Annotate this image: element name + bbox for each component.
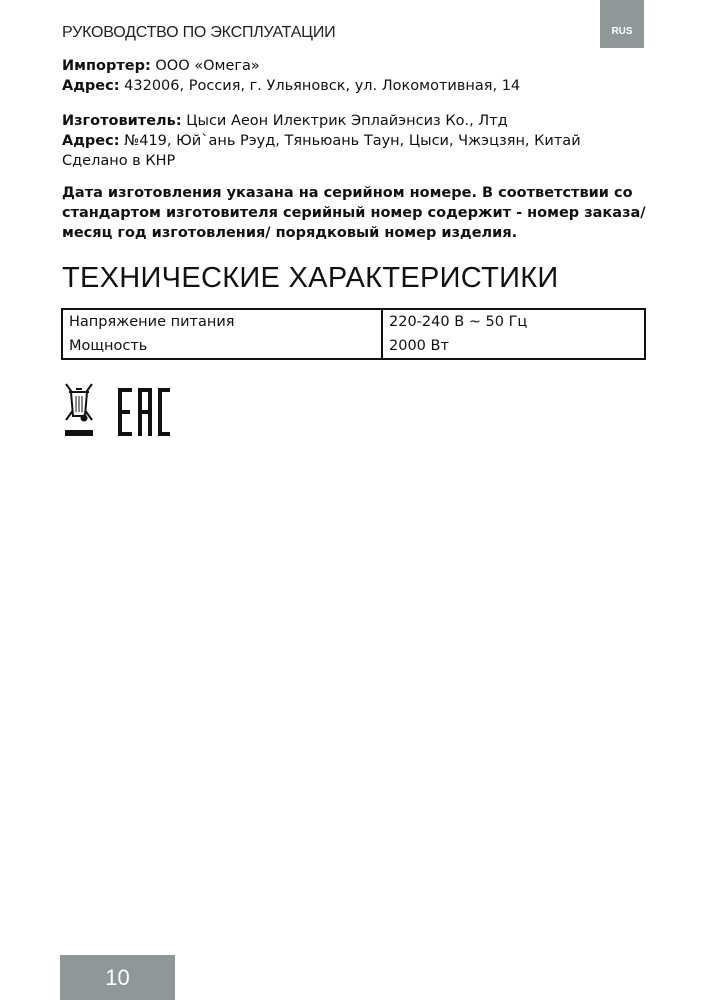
marks-svg (60, 380, 175, 440)
certification-marks (60, 380, 175, 444)
language-tab: RUS (600, 0, 644, 48)
serial-number-note: Дата изготовления указана на серийном номере. В соответствии со стандартом изготовителя серийный номер содержит - номер заказа/месяц год изготовления/ порядковый номер изделия. (62, 185, 646, 241)
table-row (62, 334, 645, 359)
manufacturer-label: Изготовитель: (62, 113, 182, 129)
table-row (62, 309, 645, 334)
specs-table (61, 308, 646, 360)
crossed-out-wheelie-bin-icon (65, 384, 93, 436)
spec-value: 220-240 В ~ 50 Гц (382, 309, 645, 334)
manufacturer-address-label: Адрес: (62, 133, 120, 149)
page-number: 10 (60, 955, 175, 1000)
manufacturer-address-value: №419, Юй`ань Рэуд, Тяньюань Таун, Цыси, Чжэцзян, Китай (119, 133, 581, 149)
importer-block (62, 56, 652, 96)
importer-address-value: 432006, Россия, г. Ульяновск, ул. Локомотивная, 14 (119, 78, 521, 94)
made-in: Сделано в КНР (62, 153, 176, 169)
importer-value: ООО «Омега» (150, 58, 260, 74)
importer-address-label: Адрес: (62, 78, 120, 94)
section-title: ТЕХНИЧЕСКИЕ ХАРАКТЕРИСТИКИ (62, 262, 559, 294)
document-header-title: РУКОВОДСТВО ПО ЭКСПЛУАТАЦИИ (62, 24, 336, 41)
eac-mark-icon (118, 388, 170, 436)
manufacturer-value: Цыси Аеон Илектрик Эплайэнсиз Ко., Лтд (181, 113, 508, 129)
spec-value: 2000 Вт (382, 334, 645, 359)
manufacturer-block (62, 111, 652, 171)
spec-name: Напряжение питания (62, 309, 382, 334)
importer-label: Импортер: (62, 58, 151, 74)
spec-name: Мощность (62, 334, 382, 359)
